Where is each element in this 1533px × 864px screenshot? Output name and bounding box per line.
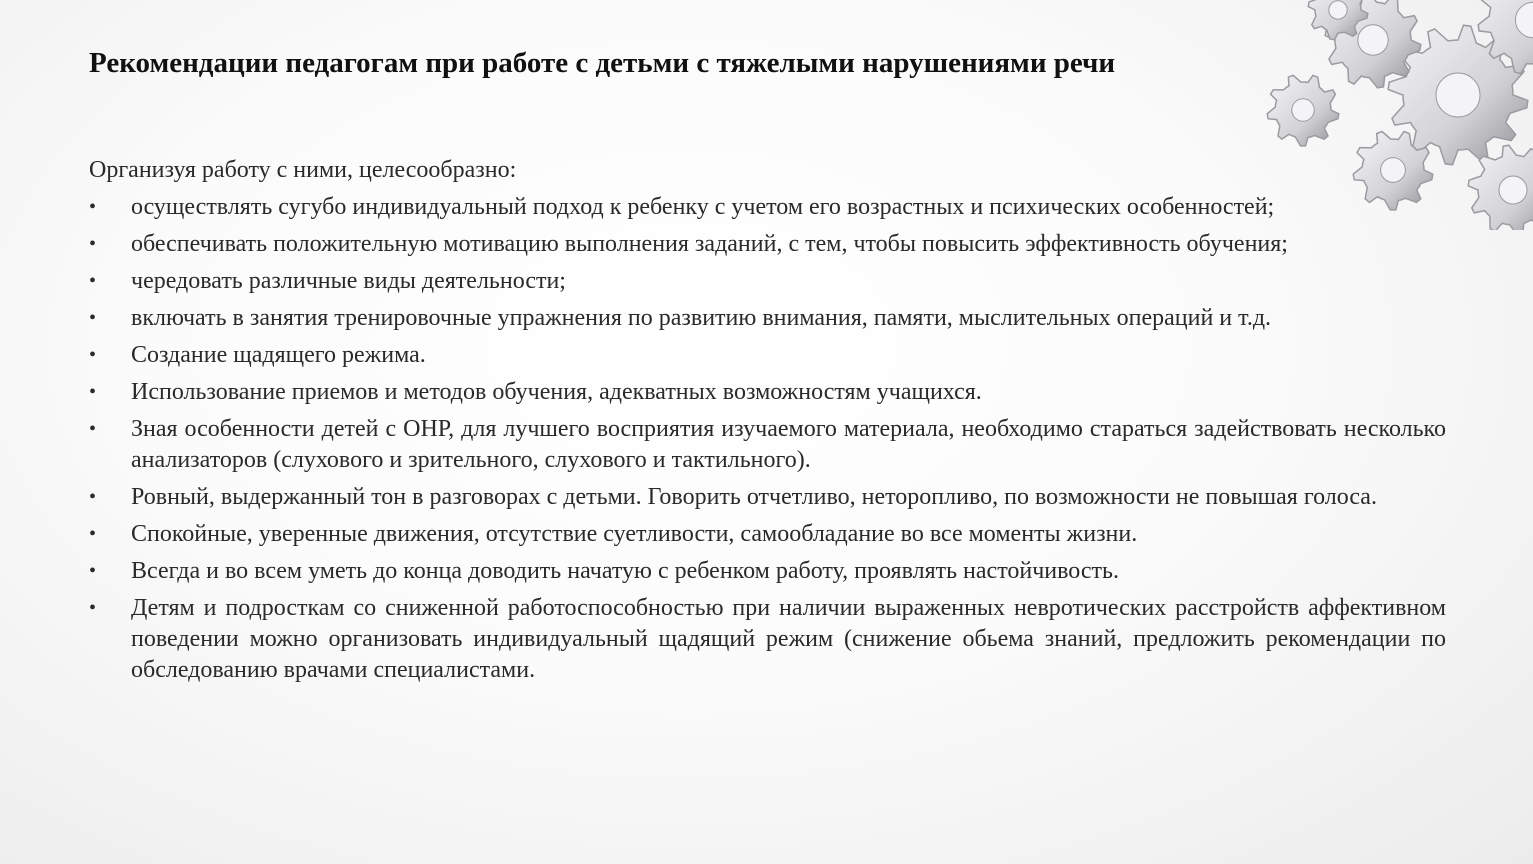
- recommendation-list: [89, 192, 1446, 686]
- bullet-icon: •: [89, 560, 97, 582]
- list-item-text: Спокойные, уверенные движения, отсутствие суетливости, самообладание во все моменты жизни.: [131, 521, 1138, 547]
- gear-hole: [1292, 99, 1314, 121]
- gear-hole: [1358, 25, 1388, 55]
- list-item-text: Создание щадящего режима.: [131, 342, 426, 368]
- slide-title: Рекомендации педагогам при работе с детьми с тяжелыми нарушениями речи: [89, 47, 1116, 79]
- list-item-text: включать в занятия тренировочные упражнения по развитию внимания, памяти, мыслительных операций и т.д.: [131, 305, 1272, 331]
- list-item: [89, 303, 1446, 334]
- list-item: [89, 593, 1446, 686]
- bullet-icon: •: [89, 523, 97, 545]
- list-item-text: обеспечивать положительную мотивацию выполнения заданий, с тем, чтобы повысить эффективность обучения;: [131, 231, 1288, 257]
- intro-text: Организуя работу с ними, целесообразно:: [89, 157, 517, 183]
- list-item-text: Зная особенности детей с ОНР, для лучшего восприятия изучаемого материала, необходимо стараться задействовать несколько анализаторов (слухового и зрительного, слухового и тактильного).: [131, 416, 1446, 473]
- list-item: [89, 414, 1446, 476]
- list-item: [89, 192, 1446, 223]
- list-item-text: Использование приемов и методов обучения, адекватных возможностям учащихся.: [131, 379, 982, 405]
- bullet-icon: •: [89, 344, 97, 366]
- list-item: [89, 556, 1446, 587]
- bullet-icon: •: [89, 270, 97, 292]
- bullet-icon: •: [89, 418, 97, 440]
- list-item: [89, 266, 1446, 297]
- gear-hole: [1499, 176, 1527, 204]
- bullet-icon: •: [89, 233, 97, 255]
- bullet-icon: •: [89, 196, 97, 218]
- list-item-text: осуществлять сугубо индивидуальный подход к ребенку с учетом его возрастных и психических особенностей;: [131, 194, 1275, 220]
- list-item: [89, 482, 1446, 513]
- bullet-icon: •: [89, 486, 97, 508]
- list-item: [89, 340, 1446, 371]
- bullet-icon: •: [89, 597, 97, 619]
- list-item-text: Ровный, выдержанный тон в разговорах с детьми. Говорить отчетливо, неторопливо, по возможности не повышая голоса.: [131, 484, 1377, 510]
- list-item: [89, 229, 1446, 260]
- gear-hole: [1436, 73, 1480, 117]
- slide-content: [89, 155, 1446, 692]
- list-item-text: Всегда и во всем уметь до конца доводить начатую с ребенком работу, проявлять настойчивость.: [131, 558, 1119, 584]
- bullet-icon: •: [89, 381, 97, 403]
- bullet-icon: •: [89, 307, 97, 329]
- gear-hole: [1329, 1, 1347, 19]
- list-item: [89, 519, 1446, 550]
- list-item-text: Детям и подросткам со сниженной работоспособностью при наличии выраженных невротических расстройств аффективном поведении можно организовать индивидуальный щадящий режим (снижение обьема знаний, предложить рекомендации по обследованию врачами специалистами.: [131, 595, 1446, 683]
- list-item: [89, 377, 1446, 408]
- list-item-text: чередовать различные виды деятельности;: [131, 268, 566, 294]
